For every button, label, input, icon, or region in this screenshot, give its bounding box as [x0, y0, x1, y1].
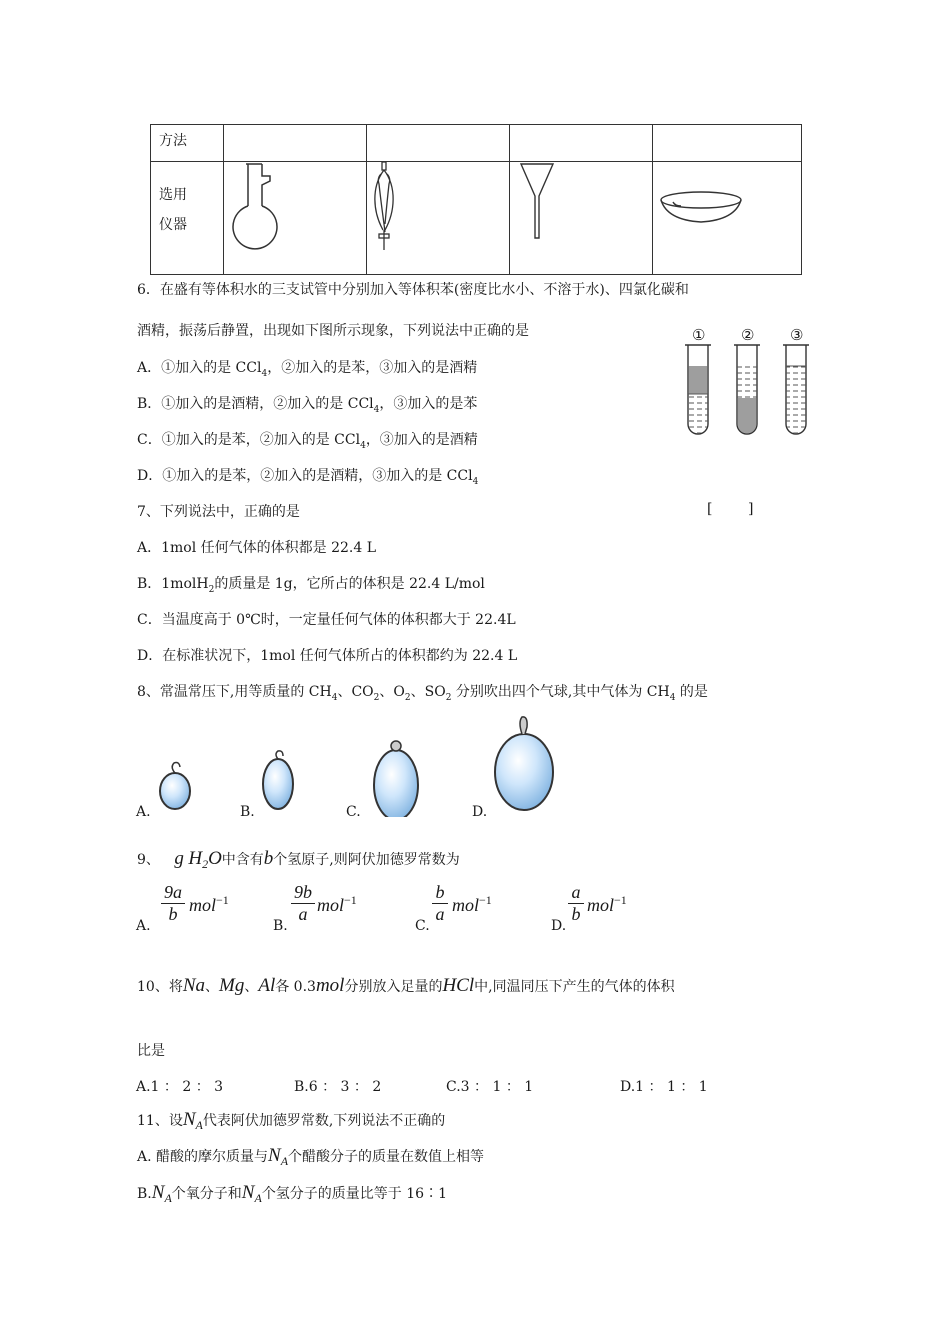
subscript: 4 — [360, 440, 366, 451]
balloon-c-icon — [374, 741, 418, 817]
unit-exp: −1 — [479, 893, 492, 907]
subscript: 2 — [202, 856, 209, 871]
q8-stem-part: 分别吹出四个气球,其中气体为 CH — [451, 684, 670, 700]
q6-option-d[interactable] — [137, 465, 478, 487]
subscript: A — [254, 1190, 262, 1205]
balloon-a-icon — [160, 763, 190, 810]
q8-stem-part: 、SO — [410, 684, 446, 700]
distillation-flask-icon — [224, 162, 367, 275]
q9-option-a-label[interactable]: A. — [136, 918, 151, 934]
q9-stem-part: 个氢原子,则阿伏加德罗常数为 — [273, 852, 460, 868]
answer-bracket-right: ] — [748, 501, 754, 517]
q10-option-b[interactable]: B.6 ： 3 ： 2 — [294, 1079, 382, 1095]
method-label: 方法 — [159, 133, 187, 149]
q8-option-d[interactable]: D. — [472, 804, 488, 820]
q10-stem-part: 各 0.3 — [275, 979, 316, 995]
numerator: a — [571, 882, 581, 902]
q11-option-b-tail: 个氢分子的质量比等于 16∶1 — [261, 1186, 447, 1202]
balloons-figure — [150, 712, 570, 817]
table-cell-instrument-label — [151, 162, 224, 275]
table-cell — [224, 125, 367, 162]
table-cell-dish — [653, 162, 802, 275]
q11-number: 11、设 — [137, 1113, 183, 1129]
math-na: Na — [182, 975, 206, 996]
math-n: N — [241, 1182, 255, 1203]
q7-option-d[interactable]: D．在标准状况下，1mol 任何气体所占的体积都约为 22.4 L — [137, 648, 518, 664]
answer-bracket-left: [ — [707, 501, 713, 517]
test-tube-3-icon — [783, 345, 809, 434]
q10-stem-part: 分别放入足量的 — [344, 979, 443, 995]
table-cell — [653, 125, 802, 162]
math-mol: mol — [315, 975, 345, 996]
test-tube-2-icon — [734, 345, 760, 434]
q8-stem-part: 8、常温常压下,用等质量的 CH — [137, 684, 332, 700]
subscript: 4 — [373, 404, 380, 415]
subscript: A — [280, 1153, 289, 1168]
instrument-label-1: 选用 — [159, 187, 187, 203]
q7-option-c[interactable]: C．当温度高于 0℃时，一定量任何气体的体积都大于 22.4L — [137, 612, 516, 628]
math-h: H — [188, 848, 203, 869]
unit-exp: −1 — [614, 893, 627, 907]
table-cell-flask — [224, 162, 367, 275]
subscript: A — [164, 1190, 172, 1205]
q8-stem-part: 、CO — [337, 684, 374, 700]
numerator: 9b — [294, 882, 312, 902]
q11-option-b[interactable] — [137, 1182, 447, 1206]
q8-option-a[interactable]: A. — [136, 804, 151, 820]
tube-label-1: ① — [692, 326, 706, 344]
funnel-icon — [510, 162, 653, 275]
denominator: a — [291, 903, 315, 925]
tube-label-3: ③ — [790, 326, 804, 344]
q6-option-a-text: A．①加入的是 CCl — [137, 360, 262, 376]
math-n: N — [268, 1145, 281, 1166]
q9-stem-part: 中含有 — [221, 852, 264, 868]
q11-option-a[interactable] — [137, 1145, 484, 1169]
table-cell-funnel-filter — [510, 162, 653, 275]
subscript: 2 — [373, 692, 380, 703]
q6-option-a[interactable] — [137, 357, 477, 379]
q9-option-d-fraction — [568, 882, 584, 925]
math-mg: Mg — [219, 975, 245, 996]
math-o: O — [208, 848, 222, 869]
table-cell — [510, 125, 653, 162]
tube-label-2: ② — [741, 326, 755, 344]
q7-option-a[interactable]: A．1mol 任何气体的体积都是 22.4 L — [137, 540, 377, 556]
methods-table — [150, 124, 802, 275]
q11-option-a-text: A. 醋酸的摩尔质量与 — [137, 1149, 269, 1165]
unit-exp: −1 — [344, 893, 357, 907]
math-b: b — [263, 848, 274, 869]
q6-option-c[interactable] — [137, 429, 478, 451]
q9-option-c-unit — [452, 893, 492, 916]
q10-stem-part: 中,同温同压下产生的气体的体积 — [474, 979, 675, 995]
q9-option-b-fraction — [291, 882, 315, 925]
q8-stem — [137, 681, 708, 703]
subscript: 4 — [472, 476, 479, 487]
q6-option-c-text: C．①加入的是苯，②加入的是 CCl — [137, 432, 361, 448]
q9-option-b-unit — [317, 893, 357, 916]
q10-option-a[interactable]: A.1 ： 2 ： 3 — [136, 1079, 224, 1095]
q11-stem-part: 代表阿伏加德罗常数,下列说法不正确的 — [202, 1113, 446, 1129]
table-cell-method-label — [151, 125, 224, 162]
unit-text: mol — [317, 895, 344, 915]
denominator: b — [568, 903, 584, 925]
denominator: b — [161, 903, 185, 925]
subscript: 2 — [208, 584, 215, 595]
subscript: 4 — [261, 368, 268, 379]
subscript: A — [195, 1117, 203, 1132]
q6-stem-line2: 酒精，振荡后静置，出现如下图所示现象，下列说法中正确的是 — [137, 323, 529, 339]
q6-option-b[interactable] — [137, 393, 477, 415]
q7-stem: 7、下列说法中，正确的是 — [137, 504, 300, 520]
subscript: 4 — [669, 692, 676, 703]
q6-option-a-tail: ，②加入的是苯，③加入的是酒精 — [267, 360, 478, 376]
q7-option-b-tail: 的质量是 1g，它所占的体积是 22.4 L/mol — [214, 576, 485, 592]
q8-stem-part: 、O — [379, 684, 405, 700]
q6-option-c-tail: ，③加入的是酒精 — [365, 432, 478, 448]
q6-option-d-text: D．①加入的是苯，②加入的是酒精，③加入的是 CCl — [137, 468, 473, 484]
subscript: 4 — [331, 692, 338, 703]
q10-stem — [137, 975, 675, 997]
balloon-d-icon — [495, 717, 553, 810]
unit-exp: −1 — [216, 893, 229, 907]
separator: 、 — [205, 979, 220, 995]
q11-option-a-tail: 个醋酸分子的质量在数值上相等 — [288, 1149, 485, 1165]
q9-option-d-unit — [587, 893, 627, 916]
q10-number: 10、将 — [137, 979, 183, 995]
q9-option-c-label[interactable]: C. — [415, 918, 430, 934]
q9-option-d-label[interactable]: D. — [551, 918, 567, 934]
numerator: 9a — [164, 882, 182, 902]
q11-stem — [137, 1109, 445, 1133]
table-cell — [367, 125, 510, 162]
table-cell-funnel — [367, 162, 510, 275]
balloon-b-icon — [263, 751, 293, 809]
q8-option-c[interactable]: C. — [346, 804, 361, 820]
evaporating-dish-icon — [653, 162, 802, 275]
q6-option-b-text: B．①加入的是酒精，②加入的是 CCl — [137, 396, 374, 412]
math-g: g — [174, 848, 184, 869]
q9-option-a-fraction — [161, 882, 185, 925]
q9-stem — [137, 848, 460, 872]
unit-text: mol — [189, 895, 216, 915]
q10-stem-line2: 比是 — [137, 1043, 165, 1059]
q9-option-c-fraction — [432, 882, 448, 925]
unit-text: mol — [587, 895, 614, 915]
separatory-funnel-icon — [367, 162, 510, 275]
math-hcl: HCl — [442, 975, 475, 996]
subscript: 2 — [445, 692, 452, 703]
q11-option-b-text: B. — [137, 1186, 152, 1202]
numerator: b — [435, 882, 445, 902]
unit-text: mol — [452, 895, 479, 915]
subscript: 2 — [404, 692, 411, 703]
q9-option-a-unit — [189, 893, 229, 916]
q6-option-b-tail: ，③加入的是苯 — [379, 396, 478, 412]
q9-option-b-label[interactable]: B. — [273, 918, 288, 934]
q6-stem-line1: 6．在盛有等体积水的三支试管中分别加入等体积苯(密度比水小、不溶于水)、四氯化碳和 — [137, 282, 689, 298]
q8-option-b[interactable]: B. — [240, 804, 255, 820]
q8-stem-part: 的是 — [675, 684, 708, 700]
math-al: Al — [258, 975, 276, 996]
q7-option-b-text: B．1molH — [137, 576, 209, 592]
math-n: N — [182, 1109, 196, 1130]
q7-option-b[interactable] — [137, 573, 485, 595]
math-n: N — [151, 1182, 165, 1203]
test-tube-1-icon — [685, 345, 711, 434]
q10-option-c[interactable]: C.3 ： 1 ： 1 — [446, 1079, 534, 1095]
instrument-label-2: 仪器 — [159, 217, 187, 233]
separator: 、 — [244, 979, 259, 995]
q11-option-b-mid: 个氧分子和 — [171, 1186, 242, 1202]
q10-option-d[interactable]: D.1 ： 1 ： 1 — [620, 1079, 708, 1095]
denominator: a — [432, 903, 448, 925]
q9-number: 9、 — [137, 852, 160, 868]
test-tubes-figure — [680, 340, 820, 440]
